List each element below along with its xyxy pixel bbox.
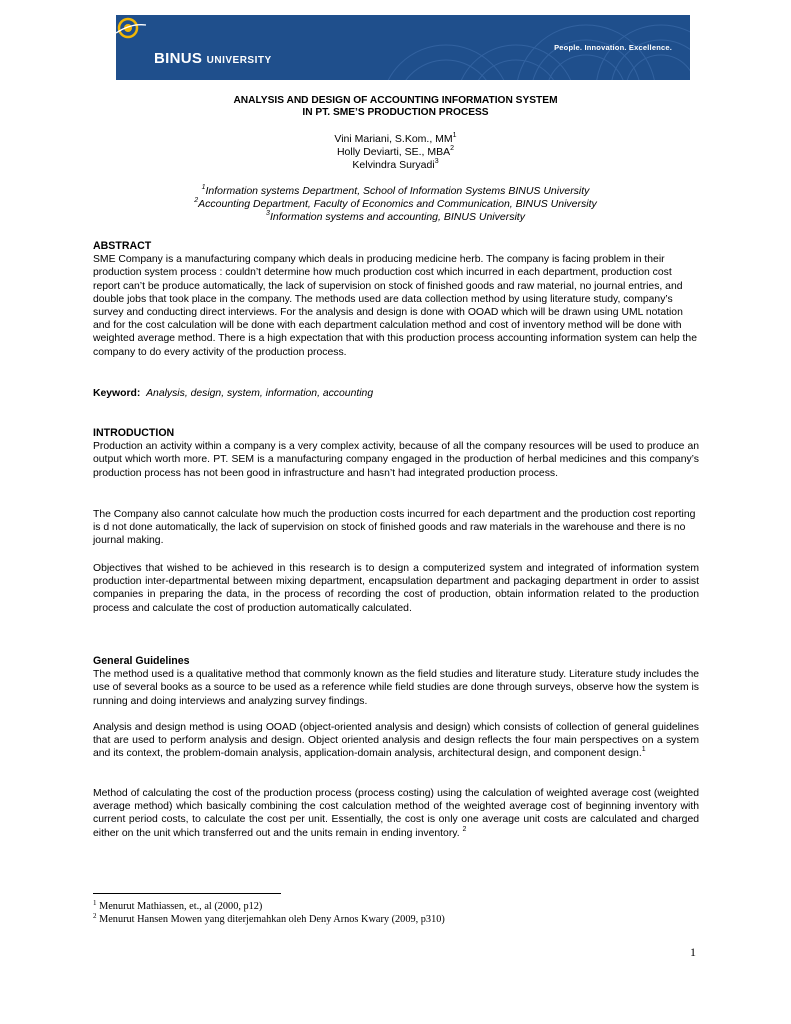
affiliation-3-text: Information systems and accounting, BINUS University bbox=[269, 211, 525, 223]
introduction-paragraph-3: Objectives that wished to be achieved in this research is to design a computerized system and integrated of information system production inter-departmental between mixing department, encapsulation department and packaging department in order to assist companies in preparing the data, in the process of recording the cost of production, obtain information related to the production process and calculate the cost of production automatically calculated. bbox=[93, 563, 699, 614]
footnote-1 bbox=[93, 901, 262, 913]
guidelines-paragraph-3 bbox=[93, 787, 699, 840]
footnote-2-mark: 2 bbox=[93, 912, 97, 920]
abstract-text: SME Company is a manufacturing company which deals in producing medicine herb. The company is facing problem in their production system process : couldn’t determine how much production cost which incurred in each department, production cost report can’t be produce automatically, the lack of supervision on stock of finished goods and raw material, no journal entries, and double jobs that took place in the company. The methods used are data collection method by using literature study, company’s survey and conducting direct interviews. For the analysis and design is done with OOAD which will be drawn using UML notation and for the cost calculation will be done with each department calculation method and cost of inventory method will be done with weighted average method. There is a high expectation that with this production process accounting information system can help the company to do every activity of the production process. bbox=[93, 254, 697, 358]
abstract-heading: ABSTRACT bbox=[93, 240, 152, 252]
affiliation-2 bbox=[0, 198, 791, 211]
tagline: People. Innovation. Excellence. bbox=[554, 43, 672, 52]
introduction-paragraph-2-wrap bbox=[93, 508, 699, 548]
author-2-name: Holly Deviarti, SE., MBA bbox=[336, 146, 451, 158]
paper-title-line2: IN PT. SME’S PRODUCTION PROCESS bbox=[302, 107, 489, 118]
footnote-1-mark: 1 bbox=[93, 899, 97, 907]
keyword-line bbox=[93, 387, 699, 400]
author-3-mark: 3 bbox=[434, 158, 439, 165]
footnote-1-text: Menurut Mathiassen, et., al (2000, p12) bbox=[99, 901, 263, 912]
logo-suffix: UNIVERSITY bbox=[206, 55, 272, 66]
footnote-divider bbox=[93, 893, 281, 894]
introduction-paragraph-1: Production an activity within a company is a very complex activity, because of all the company resources will be used to produce an output which worth more. PT. SEM is a manufacturing company engaged in the production of herbal medicines and this company’s production process has not been good in infrastructure and hasn’t had integrated production process. bbox=[93, 441, 699, 479]
footnote-ref-2: 2 bbox=[462, 825, 467, 833]
guidelines-paragraph-2 bbox=[93, 721, 699, 761]
keyword-value: Analysis, design, system, information, accounting bbox=[146, 388, 374, 399]
affiliation-3-mark: 3 bbox=[266, 210, 270, 217]
footnote-2-text: Menurut Hansen Mowen yang diterjemahkan oleh Deny Arnos Kwary (2009, p310) bbox=[99, 914, 445, 925]
guidelines-paragraph-2-wrap bbox=[93, 721, 699, 761]
page-number: 1 bbox=[690, 945, 696, 959]
author-3-name: Kelvindra Suryadi bbox=[352, 159, 435, 171]
affiliation-3 bbox=[0, 211, 791, 224]
introduction-paragraph-2: The Company also cannot calculate how much the production costs incurred for each department and the production cost reporting is d not done automatically, the lack of supervision on stock of finished goods and raw materials in the warehouse and there is no journal making. bbox=[93, 509, 696, 547]
introduction-section bbox=[93, 427, 699, 480]
guidelines-section bbox=[93, 655, 699, 708]
introduction-paragraph-3-wrap bbox=[93, 562, 699, 615]
guidelines-paragraph-3-text: Method of calculating the cost of the production process (process costing) using the calculation of weighted average cost (weighted average method) which basically combining the cost calculation method of the weighted average cost of beginning inventory with current period costs, to calculate the cost per unit. Essentially, the cost is only one average unit costs are calculated and charged either on the unit which transferred out and the units remain in ending inventory. bbox=[93, 788, 699, 839]
affiliation-2-text: Accounting Department, Faculty of Economics and Communication, BINUS University bbox=[198, 198, 597, 210]
binus-logo-icon bbox=[116, 15, 146, 41]
author-1 bbox=[0, 133, 791, 146]
paper-title-line1: ANALYSIS AND DESIGN OF ACCOUNTING INFORMATION SYSTEM bbox=[233, 95, 558, 106]
author-2 bbox=[0, 146, 791, 159]
author-1-mark: 1 bbox=[452, 132, 457, 139]
introduction-heading: INTRODUCTION bbox=[93, 427, 175, 439]
header-banner bbox=[116, 15, 690, 80]
guidelines-paragraph-1: The method used is a qualitative method that commonly known as the field studies and literature study. Literature study includes the use of several books as a source to be used as a reference while field studies are done through surveys, observe how the system is running and doing interviews and analyzing survey findings. bbox=[93, 669, 699, 707]
affiliation-2-mark: 2 bbox=[194, 197, 199, 204]
guidelines-paragraph-3-wrap bbox=[93, 787, 699, 840]
guidelines-heading: General Guidelines bbox=[93, 655, 190, 667]
abstract-section bbox=[93, 240, 699, 359]
footnote-ref-1: 1 bbox=[641, 746, 646, 754]
logo-wordmark bbox=[154, 50, 272, 67]
keyword-label: Keyword: bbox=[93, 388, 141, 399]
affiliation-1 bbox=[0, 185, 791, 198]
logo-name: BINUS bbox=[154, 50, 203, 67]
affiliation-1-mark: 1 bbox=[201, 184, 206, 191]
footnote-2 bbox=[93, 914, 445, 926]
author-3 bbox=[0, 159, 791, 172]
guidelines-paragraph-2-text: Analysis and design method is using OOAD (object-oriented analysis and design) which consists of collection of general guidelines that are used to perform analysis and design. Object oriented analysis and design reflects the four main perspectives on a system and its context, the problem-domain analysis, application-domain analysis, architectural design, and component design. bbox=[93, 722, 699, 760]
author-2-mark: 2 bbox=[450, 145, 455, 152]
affiliation-1-text: Information systems Department, School of Information Systems BINUS University bbox=[205, 185, 590, 197]
author-1-name: Vini Mariani, S.Kom., MM bbox=[334, 133, 453, 145]
